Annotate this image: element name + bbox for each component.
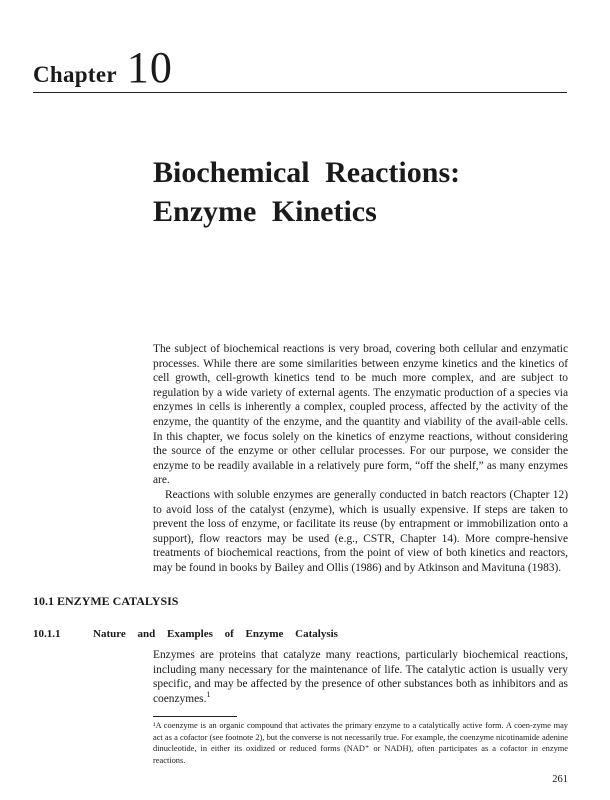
body-paragraph-text: Enzymes are proteins that catalyze many reactions, particularly biochemical reactions, including many necessary for the maintenance of life. The catalytic action is usually very specific, and may be affected by the presence of other substances both as inhibitors and as coenzymes. bbox=[153, 649, 568, 705]
chapter-rule bbox=[33, 92, 567, 93]
subsection-heading bbox=[33, 628, 338, 640]
intro-paragraph-1: The subject of biochemical reactions is very broad, covering both cellular and enzymatic processes. While there are some similarities between enzyme kinetics and the kinetics of cell growth, cell-growth kinetics tend to be much more complex, and are subject to regulation by a wide variety of external agents. The enzymatic production of a species via enzymes in cells is inherently a complex, coupled process, affected by the activity of the enzyme, the quantity of the enzyme, and the quantity and viability of the avail-able cells. In this chapter, we focus solely on the kinetics of enzyme reactions, without considering the source of the enzyme or other cellular processes. For our purpose, we consider the enzyme to be readily available in a relatively pure form, “off the shelf,” as many enzymes are. bbox=[153, 343, 568, 487]
footnote-marker: 1 bbox=[206, 689, 211, 699]
page-number: 261 bbox=[552, 774, 568, 785]
footnote-rule bbox=[153, 716, 237, 717]
chapter-label: Chapter bbox=[33, 62, 117, 87]
chapter-title-line1: Biochemical Reactions: bbox=[153, 156, 461, 189]
intro-paragraph-2: Reactions with soluble enzymes are generally conducted in batch reactors (Chapter 12) to avoid loss of the catalyst (enzyme), which is usually expensive. If steps are taken to prevent the loss of enzyme, or facilitate its reuse (by entrapment or immobilization onto a support), flow reactors may be used (e.g., CSTR, Chapter 14). More compre-hensive treatments of biochemical reactions, from the point of view of both kinetics and reactors, may be found in books by Bailey and Ollis (1986) and by Atkinson and Mavituna (1983). bbox=[153, 488, 568, 574]
body-paragraph bbox=[153, 648, 568, 706]
subsection-number: 10.1.1 bbox=[33, 628, 61, 640]
intro-text bbox=[153, 342, 568, 576]
footnote: ¹A coenzyme is an organic compound that activates the primary enzyme to a catalytically active form. A coen-zyme may act as a cofactor (see footnote 2), but the converse is not necessarily true. For example, the coenzyme nicotinamide adenine dinucleotide, in either its oxidized or reduced forms (NAD⁺ or NADH), often participates as a cofactor in enzyme reactions. bbox=[153, 721, 568, 765]
section-heading: 10.1 ENZYME CATALYSIS bbox=[33, 594, 179, 608]
chapter-heading bbox=[33, 42, 173, 93]
chapter-title bbox=[153, 153, 460, 231]
chapter-number: 10 bbox=[126, 43, 173, 92]
subsection-title: Nature and Examples of Enzyme Catalysis bbox=[93, 628, 338, 640]
chapter-title-line2: Enzyme Kinetics bbox=[153, 195, 377, 228]
